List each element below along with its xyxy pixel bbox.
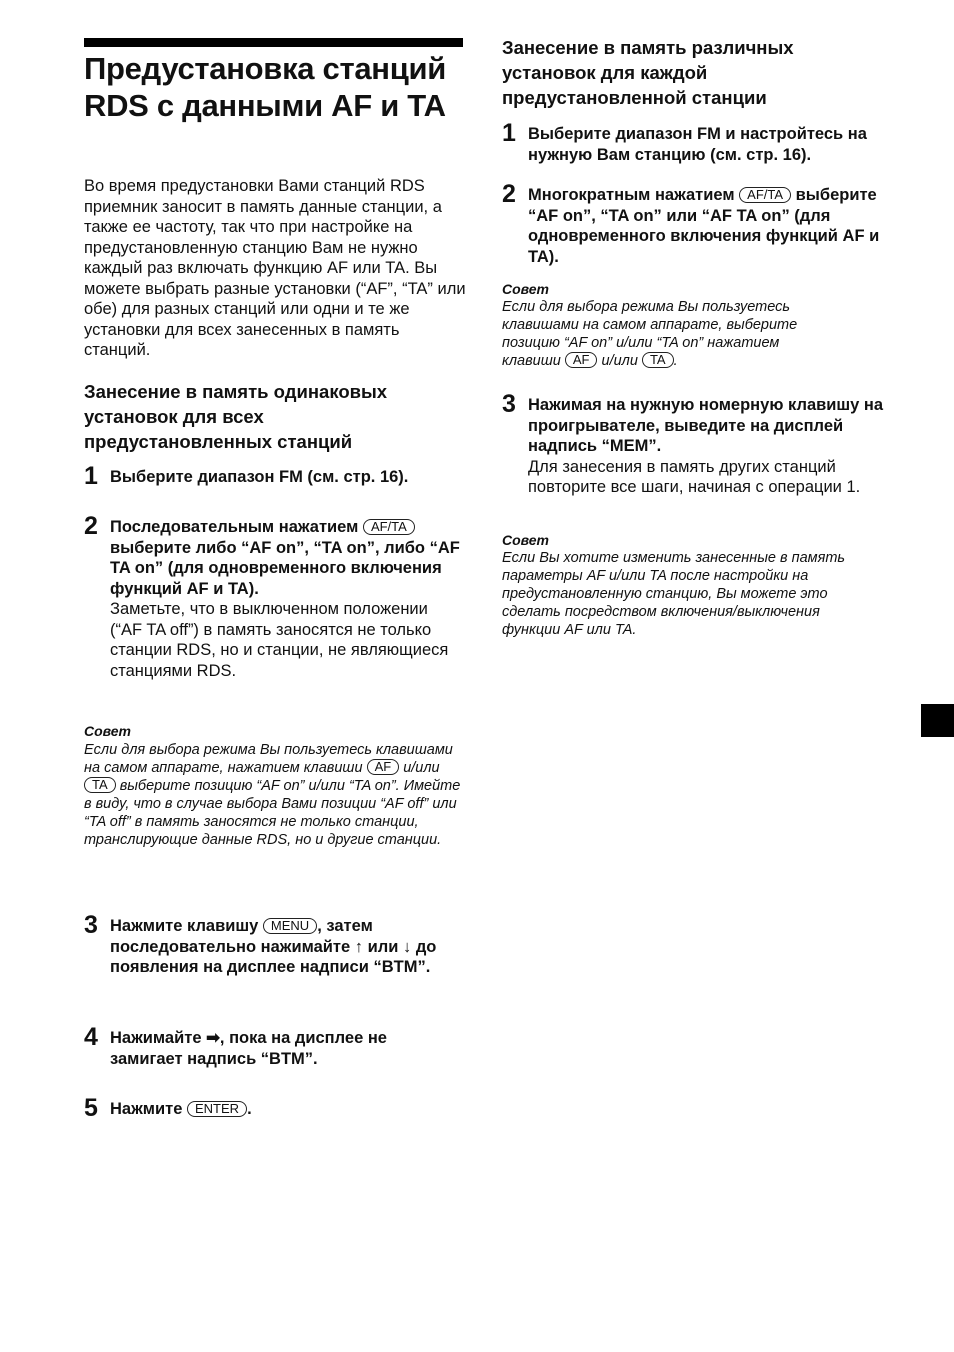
af-ta-key: AF/TA <box>363 519 415 535</box>
step-text-post: , пока на дисплее не замигает надпись “BTM”. <box>110 1029 387 1068</box>
tip-text <box>502 298 842 370</box>
title-rule <box>84 38 463 47</box>
step-text-post: выберите либо “AF on”, “TA on”, либо “AF TA on” (для одновременного включения функций AF и TA). <box>110 538 460 598</box>
tip-heading: Совет <box>502 281 550 297</box>
intro-paragraph: Во время предустановки Вами станций RDS приемник заносит в память данные станции, а также ее частоту, так что при настройке на предустановленную станцию Вам не нужно каждый раз включать функцию AF или TA. Вы можете выбрать разные установки (“AF”, “TA” или обе) для разных станций или одни и те же установки для всех занесенных в память станций. <box>84 177 466 359</box>
step-number: 1 <box>84 462 98 490</box>
step-number: 4 <box>84 1023 98 1051</box>
step-number: 2 <box>502 180 516 208</box>
step-text-post: . <box>247 1100 252 1118</box>
menu-key: MENU <box>263 918 317 934</box>
right-step-3 <box>502 390 892 498</box>
ta-key: TA <box>84 777 116 793</box>
tip-text: Если Вы хотите изменить занесенные в память параметры AF и/или TA после настройки на предустановленную станцию, Вы можете это сделать посредством включения/выключения функции AF или TA. <box>502 550 846 638</box>
tip-text-part: . <box>673 353 678 369</box>
left-step-1 <box>84 462 464 490</box>
tip-text-part: и/или <box>601 353 638 369</box>
step-note: Для занесения в память других станций повторите все шаги, начиная с операции 1. <box>528 457 861 496</box>
step-text: Выберите диапазон FM (см. стр. 16). <box>110 468 409 486</box>
left-step-3 <box>84 911 464 978</box>
right-step-1 <box>502 119 892 165</box>
right-section-heading: Занесение в память различных установок для каждой предустановленной станции <box>502 37 794 108</box>
down-arrow-icon: ↓ <box>402 937 412 956</box>
tip-text-part: и/или <box>403 760 440 776</box>
step-text: Нажимая на нужную номерную клавишу на проигрывателе, выведите на дисплей надпись “MEM”. <box>528 396 884 455</box>
step-text-pre: Многократным нажатием <box>528 186 735 204</box>
step-text-pre: Нажмите <box>110 1100 183 1118</box>
step-text: Выберите диапазон FM и настройтесь на нужную Вам станцию (см. стр. 16). <box>528 125 867 164</box>
step-text-mid: , затем последовательно нажимайте <box>110 917 373 956</box>
step-text-post: до появления на дисплее надписи “BTM”. <box>110 937 437 976</box>
up-arrow-icon: ↑ <box>354 937 364 956</box>
ta-key: TA <box>642 352 674 368</box>
step-number: 2 <box>84 512 98 540</box>
left-step-4 <box>84 1023 464 1069</box>
left-step-2 <box>84 512 464 681</box>
left-step-5 <box>84 1094 464 1122</box>
step-text-post: выберите “AF on”, “TA on” или “AF TA on” (для одновременного включения функций AF и TA). <box>528 186 880 266</box>
af-key: AF <box>367 759 400 775</box>
af-key: AF <box>565 352 598 368</box>
step-text-or: или <box>367 937 399 956</box>
right-arrow-icon: ➡ <box>206 1029 220 1047</box>
step-note: Заметьте, что в выключенном положении (“AF TA off”) в память заносятся не только станции RDS, но и станции, не являющиеся станциями RDS. <box>110 600 449 680</box>
tip-text-part: Если для выбора режима Вы пользуетесь клавишами на самом аппарате, нажатием клавиши <box>84 742 453 776</box>
step-text-pre: Нажимайте <box>110 1029 202 1047</box>
step-text-pre: Последовательным нажатием <box>110 518 359 536</box>
af-ta-key: AF/TA <box>739 187 791 203</box>
page-title: Предустановка станций RDS с данными AF и TA <box>84 51 446 123</box>
section-tab-marker <box>921 704 954 737</box>
tip-text-part: Если для выбора режима Вы пользуетесь клавишами на самом аппарате, выберите позицию “AF on” и/или “TA on” нажатием клавиши <box>502 299 798 369</box>
left-section-heading: Занесение в память одинаковых установок для всех предустановленных станций <box>84 381 388 452</box>
step-number: 5 <box>84 1094 98 1122</box>
step-number: 1 <box>502 119 516 147</box>
tip-text <box>84 741 462 849</box>
right-step-2 <box>502 180 892 267</box>
tip-heading: Совет <box>502 532 550 548</box>
step-number: 3 <box>502 390 516 418</box>
step-text-pre: Нажмите клавишу <box>110 917 259 935</box>
enter-key: ENTER <box>187 1101 247 1117</box>
step-number: 3 <box>84 911 98 939</box>
tip-heading: Совет <box>84 723 132 739</box>
tip-text-part: выберите позицию “AF on” и/или “TA on”. Имейте в виду, что в случае выбора Вами позиции “AF off” или “TA off” в память заносятся не только станции, транслирующие данные RDS, но и другие станции. <box>84 778 461 848</box>
